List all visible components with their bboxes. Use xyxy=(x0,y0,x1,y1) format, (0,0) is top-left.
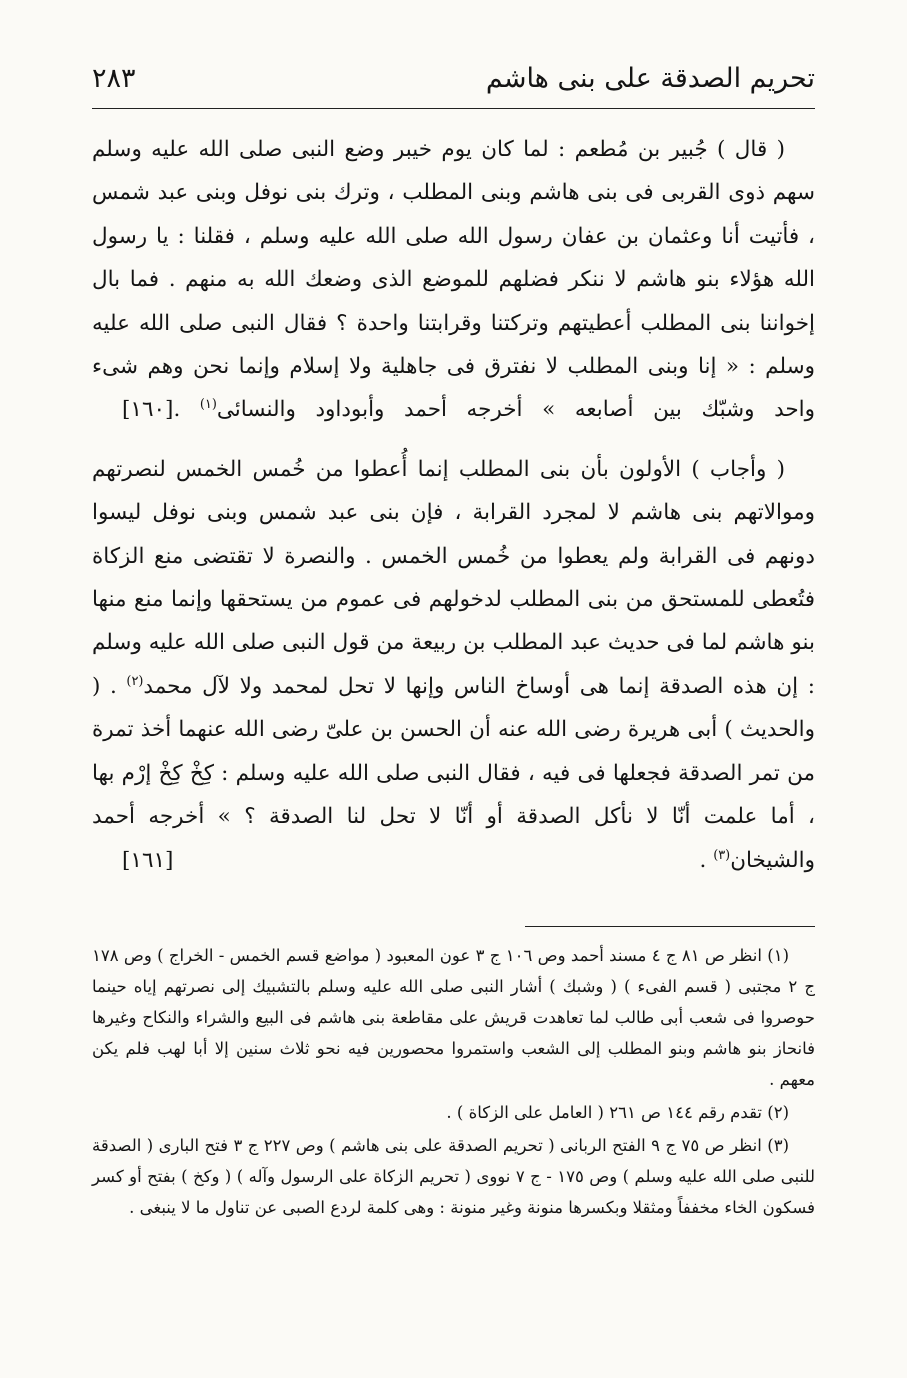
page-number: ٢٨٣ xyxy=(92,62,136,94)
footnote-1: (١) انظر ص ٨١ ج ٤ مسند أحمد وص ١٠٦ ج ٣ عون المعبود ( مواضع قسم الخمس - الخراج ) وص ١٧٨ ج ٢ مجتبى ( قسم الفىء ) ( وشبك ) أشار النبى صلى الله عليه وسلم بالتشبيك إلى نصرتهم إياه حينما حوصروا فى شعب أبى طالب لما تعاهدت قريش على مقاطعة بنى هاشم فى البيع والشراء والنكاح وغيرها فانحاز بنو هاشم وبنو المطلب إلى الشعب واستمروا محصورين فيه نحو ثلاث سنين إلا أبا لهب فلم يكن معهم . xyxy=(92,946,815,1089)
paragraph-text: ( قال ) جُبير بن مُطعم : لما كان يوم خيبر وضع النبى صلى الله عليه وسلم سهم ذوى القربى فى بنى هاشم وبنى المطلب ، وترك بنى نوفل وبنى عبد شمس ، فأتيت أنا وعثمان بن عفان رسول الله صلى الله عليه وسلم ، فقلنا : يا رسول الله هؤلاء بنو هاشم لا ننكر فضلهم للموضع الذى وضعك الله به منهم . فما بال إخواننا بنى المطلب أعطيتهم وتركتنا وقرابتنا واحدة ؟ فقال النبى صلى الله عليه وسلم : « إنا وبنى المطلب لا نفترق فى جاهلية ولا إسلام وإنما نحن وهم شىء واحد وشبّك بين أصابعه » أخرجه أحمد وأبوداود والنسائى xyxy=(92,137,816,423)
sentence-end: . xyxy=(699,847,714,873)
paragraph-response xyxy=(92,448,815,882)
running-title: تحريم الصدقة على بنى هاشم xyxy=(485,62,815,94)
hadith-number: [١٦٠] xyxy=(122,397,174,423)
running-header xyxy=(92,56,815,100)
header-rule xyxy=(92,108,815,109)
sentence-end: . xyxy=(173,397,200,423)
hadith-source: أخرجه أحمد والشيخان xyxy=(92,804,815,873)
footnote-2: (٢) تقدم رقم ١٤٤ ص ٢٦١ ( العامل على الزكاة ) . xyxy=(446,1103,789,1122)
footnote-mark: (١) xyxy=(199,397,217,413)
footnote-mark: (٢) xyxy=(126,673,144,689)
footnote-mark: (٣) xyxy=(713,847,731,863)
footnotes xyxy=(92,940,815,1223)
paragraph-jubayr-hadith xyxy=(92,128,815,432)
main-text xyxy=(92,128,815,882)
paragraph-text-continued: . ( والحديث ) أبى هريرة رضى الله عنه أن الحسن بن علىّ رضى الله عنهما أخذ تمرة من تمر الصدقة فجعلها فى فيه ، فقال النبى صلى الله عليه وسلم : كِخْ كِخْ إرْم بها ، أما علمت أنّا لا نأكل الصدقة أو أنّا لا تحل لنا الصدقة ؟ » xyxy=(92,673,815,830)
paragraph-text: ( وأجاب ) الأولون بأن بنى المطلب إنما أُعطوا من خُمس الخمس لنصرتهم وموالاتهم بنى هاشم لا لمجرد القرابة ، فإن بنى عبد شمس وبنى نوفل ليسوا دونهم فى القرابة ولم يعطوا من خُمس الخمس . والنصرة لا تقتضى منع الزكاة فتُعطى للمستحق من بنى المطلب لدخولهم فى عموم من يستحقها وإنما منع منها بنو هاشم لما فى حديث عبد المطلب بن ربيعة من قول النبى صلى الله عليه وسلم : إن هذه الصدقة إنما هى أوساخ الناس وإنها لا تحل لمحمد ولا لآل محمد xyxy=(92,456,815,699)
footnote-3: (٣) انظر ص ٧٥ ج ٩ الفتح الربانى ( تحريم الصدقة على بنى هاشم ) وص ٢٢٧ ج ٣ فتح البارى ( الصدقة للنبى صلى الله عليه وسلم ) وص ١٧٥ - ج ٧ نووى ( تحريم الزكاة على الرسول وآله ) ( وكخ ) بفتح أو كسر فسكون الخاء مخففاً ومثقلا وبكسرها منونة وغير منونة : وهى كلمة لردع الصبى عن تناول ما لا ينبغى . xyxy=(92,1136,815,1217)
hadith-number: [١٦١] xyxy=(122,847,174,873)
footnote-rule xyxy=(525,926,815,927)
